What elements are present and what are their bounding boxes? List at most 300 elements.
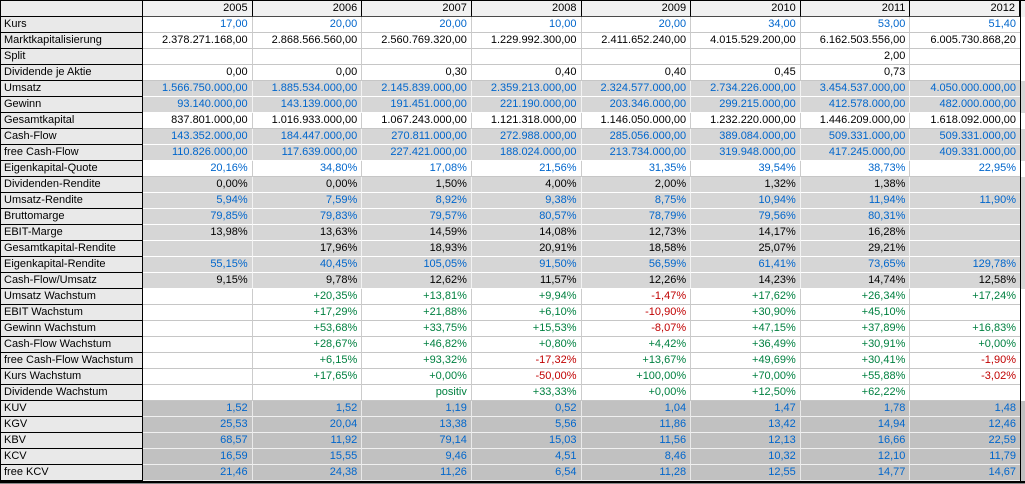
cell[interactable]: 17,96%	[253, 241, 363, 257]
cell[interactable]: +13,67%	[582, 353, 692, 369]
cell[interactable]: 191.451.000,00	[362, 97, 472, 113]
cell[interactable]	[143, 241, 253, 257]
row-edge-sliver	[1020, 193, 1025, 209]
cell[interactable]: 13,38	[362, 417, 472, 433]
cell[interactable]: 1,19	[362, 401, 472, 417]
row-edge-sliver	[1020, 161, 1025, 177]
cell[interactable]: 1,32%	[691, 177, 801, 193]
cell[interactable]: 14,08%	[472, 225, 582, 241]
cell[interactable]: 55,15%	[143, 257, 253, 273]
row-label[interactable]: Eigenkapital-Rendite	[0, 257, 143, 273]
row-label[interactable]: Dividende je Aktie	[0, 65, 143, 81]
cell[interactable]: +33,75%	[362, 321, 472, 337]
table-row	[0, 209, 1025, 225]
row-edge-sliver	[1020, 81, 1025, 97]
cell[interactable]: +30,41%	[801, 353, 911, 369]
table-header-row	[0, 1, 1025, 17]
table-row	[0, 449, 1025, 465]
cell[interactable]: 61,41%	[691, 257, 801, 273]
cell[interactable]: 39,54%	[691, 161, 801, 177]
cell[interactable]: 20,16%	[143, 161, 253, 177]
cell[interactable]: 105,05%	[362, 257, 472, 273]
cell[interactable]: 12,62%	[362, 273, 472, 289]
cell[interactable]: +15,53%	[472, 321, 582, 337]
cell[interactable]: +70,00%	[691, 369, 801, 385]
cell[interactable]: 0,00	[143, 65, 253, 81]
cell[interactable]	[582, 49, 692, 65]
cell[interactable]: 24,38	[253, 465, 363, 481]
cell[interactable]: 20,00	[253, 17, 363, 33]
cell[interactable]: 14,59%	[362, 225, 472, 241]
table-row	[0, 321, 1025, 337]
table-row	[0, 177, 1025, 193]
row-label[interactable]: Umsatz	[0, 81, 143, 97]
cell[interactable]	[910, 305, 1020, 321]
cell[interactable]: 9,38%	[472, 193, 582, 209]
cell[interactable]: +20,35%	[253, 289, 363, 305]
row-label[interactable]: KBV	[0, 433, 143, 449]
cell[interactable]: 12,46	[910, 417, 1020, 433]
cell[interactable]: +9,94%	[472, 289, 582, 305]
cell[interactable]: 20,00	[362, 17, 472, 33]
cell[interactable]: 2,00	[801, 49, 911, 65]
row-edge-sliver	[1020, 449, 1025, 465]
cell[interactable]: 1,38%	[801, 177, 911, 193]
cell[interactable]: 14,77	[801, 465, 911, 481]
cell[interactable]: 18,93%	[362, 241, 472, 257]
cell[interactable]: 10,32	[691, 449, 801, 465]
row-label[interactable]: Cash-Flow/Umsatz	[0, 273, 143, 289]
row-edge-sliver	[1020, 369, 1025, 385]
cell[interactable]: 16,59	[143, 449, 253, 465]
cell[interactable]: 1.885.534.000,00	[253, 81, 363, 97]
table-row	[0, 145, 1025, 161]
cell[interactable]: 53,00	[801, 17, 911, 33]
row-edge-sliver	[1020, 33, 1025, 49]
row-label[interactable]: Kurs Wachstum	[0, 369, 143, 385]
cell[interactable]: 2.378.271.168,00	[143, 33, 253, 49]
cell[interactable]: 80,31%	[801, 209, 911, 225]
year-header-2007[interactable]: 2007	[362, 1, 472, 17]
cell[interactable]: +16,83%	[910, 321, 1020, 337]
cell[interactable]: -1,47%	[582, 289, 692, 305]
cell[interactable]: 11,79	[910, 449, 1020, 465]
cell[interactable]: 2.359.213.000,00	[472, 81, 582, 97]
cell[interactable]	[143, 305, 253, 321]
cell[interactable]: +17,24%	[910, 289, 1020, 305]
cell[interactable]: +37,89%	[801, 321, 911, 337]
cell[interactable]: 79,57%	[362, 209, 472, 225]
cell[interactable]	[910, 65, 1020, 81]
cell[interactable]: 9,46	[362, 449, 472, 465]
row-label[interactable]: Bruttomarge	[0, 209, 143, 225]
cell[interactable]: 1,78	[801, 401, 911, 417]
cell[interactable]: 270.811.000,00	[362, 129, 472, 145]
cell[interactable]: +0,80%	[472, 337, 582, 353]
cell[interactable]: -1,90%	[910, 353, 1020, 369]
cell[interactable]: 1,47	[691, 401, 801, 417]
cell[interactable]: 12,58%	[910, 273, 1020, 289]
row-edge-sliver	[1020, 321, 1025, 337]
row-label[interactable]: Cash-Flow Wachstum	[0, 337, 143, 353]
cell[interactable]: positiv	[362, 385, 472, 401]
cell[interactable]: 6,54	[472, 465, 582, 481]
cell[interactable]: +30,91%	[801, 337, 911, 353]
cell[interactable]: 143.352.000,00	[143, 129, 253, 145]
cell[interactable]: 221.190.000,00	[472, 97, 582, 113]
year-header-2008[interactable]: 2008	[472, 1, 582, 17]
cell[interactable]: 13,63%	[253, 225, 363, 241]
cell[interactable]: 129,78%	[910, 257, 1020, 273]
cell[interactable]: +6,15%	[253, 353, 363, 369]
cell[interactable]: +17,29%	[253, 305, 363, 321]
cell[interactable]: 12,13	[691, 433, 801, 449]
cell[interactable]: 68,57	[143, 433, 253, 449]
table-row	[0, 369, 1025, 385]
cell[interactable]	[910, 177, 1020, 193]
cell[interactable]	[910, 385, 1020, 401]
corner-header-cell[interactable]	[0, 1, 143, 17]
cell[interactable]: 15,55	[253, 449, 363, 465]
row-label[interactable]: KCV	[0, 449, 143, 465]
cell[interactable]: 8,92%	[362, 193, 472, 209]
cell[interactable]: 5,56	[472, 417, 582, 433]
cell[interactable]: 79,83%	[253, 209, 363, 225]
cell[interactable]: 10,00	[472, 17, 582, 33]
cell[interactable]: 56,59%	[582, 257, 692, 273]
cell[interactable]: 2.411.652.240,00	[582, 33, 692, 49]
cell[interactable]: +26,34%	[801, 289, 911, 305]
cell[interactable]: 79,56%	[691, 209, 801, 225]
cell[interactable]: 0,30	[362, 65, 472, 81]
row-edge-sliver	[1020, 273, 1025, 289]
cell[interactable]: 1.232.220.000,00	[691, 113, 801, 129]
cell[interactable]: 91,50%	[472, 257, 582, 273]
cell[interactable]: 13,98%	[143, 225, 253, 241]
row-label[interactable]: free Cash-Flow Wachstum	[0, 353, 143, 369]
cell[interactable]: 5,94%	[143, 193, 253, 209]
cell[interactable]: 0,45	[691, 65, 801, 81]
table-row	[0, 337, 1025, 353]
row-label[interactable]: Gesamtkapital-Rendite	[0, 241, 143, 257]
cell[interactable]: 21,46	[143, 465, 253, 481]
cell[interactable]: 29,21%	[801, 241, 911, 257]
cell[interactable]: 34,00	[691, 17, 801, 33]
cell[interactable]: +4,42%	[582, 337, 692, 353]
cell[interactable]: 10,94%	[691, 193, 801, 209]
cell[interactable]: 285.056.000,00	[582, 129, 692, 145]
row-label[interactable]: free Cash-Flow	[0, 145, 143, 161]
row-edge-sliver	[1020, 241, 1025, 257]
year-header-2010[interactable]: 2010	[691, 1, 801, 17]
cell[interactable]: 1.067.243.000,00	[362, 113, 472, 129]
cell[interactable]: 0,00	[253, 65, 363, 81]
cell[interactable]: 11,92	[253, 433, 363, 449]
cell[interactable]: +12,50%	[691, 385, 801, 401]
cell[interactable]: +0,00%	[910, 337, 1020, 353]
cell[interactable]: 1,48	[910, 401, 1020, 417]
cell[interactable]: 0,00%	[143, 177, 253, 193]
cell[interactable]: 3.454.537.000,00	[801, 81, 911, 97]
cell[interactable]: 11,26	[362, 465, 472, 481]
cell[interactable]: 110.826.000,00	[143, 145, 253, 161]
cell[interactable]: +46,82%	[362, 337, 472, 353]
cell[interactable]: 837.801.000,00	[143, 113, 253, 129]
cell[interactable]: 1.618.092.000,00	[910, 113, 1020, 129]
cell[interactable]	[143, 337, 253, 353]
cell[interactable]: 1.146.050.000,00	[582, 113, 692, 129]
cell[interactable]: 7,59%	[253, 193, 363, 209]
cell[interactable]: 14,74%	[801, 273, 911, 289]
cell[interactable]: +30,90%	[691, 305, 801, 321]
cell[interactable]: 143.139.000,00	[253, 97, 363, 113]
cell[interactable]: 11,86	[582, 417, 692, 433]
row-edge-sliver	[1020, 113, 1025, 129]
cell[interactable]: +47,15%	[691, 321, 801, 337]
row-label[interactable]: EBIT-Marge	[0, 225, 143, 241]
cell[interactable]: 203.346.000,00	[582, 97, 692, 113]
cell[interactable]: 20,91%	[472, 241, 582, 257]
cell[interactable]	[253, 385, 363, 401]
cell[interactable]: +17,65%	[253, 369, 363, 385]
cell[interactable]	[143, 369, 253, 385]
cell[interactable]: 482.000.000,00	[910, 97, 1020, 113]
cell[interactable]: -8,07%	[582, 321, 692, 337]
cell[interactable]: 25,07%	[691, 241, 801, 257]
cell[interactable]: 1,52	[143, 401, 253, 417]
cell[interactable]: 80,57%	[472, 209, 582, 225]
cell[interactable]: -10,90%	[582, 305, 692, 321]
cell[interactable]: 11,57%	[472, 273, 582, 289]
row-label[interactable]: Kurs	[0, 17, 143, 33]
cell[interactable]: 409.331.000,00	[910, 145, 1020, 161]
cell[interactable]: 12,55	[691, 465, 801, 481]
cell[interactable]: +28,67%	[253, 337, 363, 353]
cell[interactable]: 2.560.769.320,00	[362, 33, 472, 49]
cell[interactable]: 11,56	[582, 433, 692, 449]
cell[interactable]: +62,22%	[801, 385, 911, 401]
cell[interactable]: 12,10	[801, 449, 911, 465]
cell[interactable]: 2.324.577.000,00	[582, 81, 692, 97]
cell[interactable]: 509.331.000,00	[801, 129, 911, 145]
cell[interactable]: -3,02%	[910, 369, 1020, 385]
financial-table	[0, 1, 1025, 481]
cell[interactable]: 412.578.000,00	[801, 97, 911, 113]
cell[interactable]: 14,67	[910, 465, 1020, 481]
cell[interactable]: 12,73%	[582, 225, 692, 241]
cell[interactable]	[910, 49, 1020, 65]
cell[interactable]	[143, 321, 253, 337]
cell[interactable]: 18,58%	[582, 241, 692, 257]
cell[interactable]: +49,69%	[691, 353, 801, 369]
cell[interactable]: 0,40	[582, 65, 692, 81]
cell[interactable]: 1.229.992.300,00	[472, 33, 582, 49]
cell[interactable]: 1.121.318.000,00	[472, 113, 582, 129]
row-edge-sliver	[1020, 465, 1025, 481]
cell[interactable]	[143, 385, 253, 401]
row-edge-sliver	[1020, 129, 1025, 145]
cell[interactable]: 22,95%	[910, 161, 1020, 177]
cell[interactable]: 17,00	[143, 17, 253, 33]
row-label[interactable]: Gesamtkapital	[0, 113, 143, 129]
cell[interactable]	[253, 49, 363, 65]
row-label[interactable]: KUV	[0, 401, 143, 417]
cell[interactable]: 16,66	[801, 433, 911, 449]
cell[interactable]: 14,94	[801, 417, 911, 433]
cell[interactable]: 188.024.000,00	[472, 145, 582, 161]
row-label[interactable]: KGV	[0, 417, 143, 433]
cell[interactable]: 22,59	[910, 433, 1020, 449]
cell[interactable]: 4,00%	[472, 177, 582, 193]
cell[interactable]: 389.084.000,00	[691, 129, 801, 145]
cell[interactable]: +21,88%	[362, 305, 472, 321]
row-edge-sliver	[1020, 49, 1025, 65]
row-label[interactable]: Marktkapitalisierung	[0, 33, 143, 49]
cell[interactable]: 31,35%	[582, 161, 692, 177]
year-header-2005[interactable]: 2005	[143, 1, 253, 17]
table-row	[0, 273, 1025, 289]
row-edge-sliver	[1020, 417, 1025, 433]
year-header-2009[interactable]: 2009	[582, 1, 692, 17]
row-label[interactable]: Dividende Wachstum	[0, 385, 143, 401]
cell[interactable]: 227.421.000,00	[362, 145, 472, 161]
table-row	[0, 417, 1025, 433]
cell[interactable]	[362, 49, 472, 65]
cell[interactable]: 20,00	[582, 17, 692, 33]
cell[interactable]: 93.140.000,00	[143, 97, 253, 113]
cell[interactable]	[143, 49, 253, 65]
cell[interactable]: 6.162.503.556,00	[801, 33, 911, 49]
cell[interactable]: 117.639.000,00	[253, 145, 363, 161]
row-edge-sliver	[1020, 97, 1025, 113]
cell[interactable]: +55,88%	[801, 369, 911, 385]
year-header-2006[interactable]: 2006	[253, 1, 363, 17]
table-row	[0, 113, 1025, 129]
cell[interactable]: 12,26%	[582, 273, 692, 289]
cell[interactable]: 9,78%	[253, 273, 363, 289]
row-label[interactable]: Gewinn	[0, 97, 143, 113]
cell[interactable]: 2,00%	[582, 177, 692, 193]
row-label[interactable]: Eigenkapital-Quote	[0, 161, 143, 177]
cell[interactable]: 4,51	[472, 449, 582, 465]
cell[interactable]: -17,32%	[472, 353, 582, 369]
cell[interactable]	[472, 49, 582, 65]
cell[interactable]: 20,04	[253, 417, 363, 433]
cell[interactable]: 184.447.000,00	[253, 129, 363, 145]
cell[interactable]: 2.734.226.000,00	[691, 81, 801, 97]
cell[interactable]: 1,04	[582, 401, 692, 417]
cell[interactable]: 8,75%	[582, 193, 692, 209]
cell[interactable]	[143, 289, 253, 305]
cell[interactable]: 6.005.730.868,20	[910, 33, 1020, 49]
cell[interactable]: +33,33%	[472, 385, 582, 401]
cell[interactable]: 1.016.933.000,00	[253, 113, 363, 129]
cell[interactable]	[910, 225, 1020, 241]
cell[interactable]: 1.566.750.000,00	[143, 81, 253, 97]
row-label[interactable]: free KCV	[0, 465, 143, 481]
cell[interactable]	[691, 49, 801, 65]
row-label[interactable]: EBIT Wachstum	[0, 305, 143, 321]
row-label[interactable]: Umsatz-Rendite	[0, 193, 143, 209]
cell[interactable]: -50,00%	[472, 369, 582, 385]
year-header-2012[interactable]: 2012	[910, 1, 1020, 17]
cell[interactable]: 51,40	[910, 17, 1020, 33]
cell[interactable]: 11,90%	[910, 193, 1020, 209]
cell[interactable]: 25,53	[143, 417, 253, 433]
cell[interactable]	[910, 241, 1020, 257]
cell[interactable]: 79,14	[362, 433, 472, 449]
cell[interactable]: 38,73%	[801, 161, 911, 177]
cell[interactable]: +13,81%	[362, 289, 472, 305]
row-edge-sliver	[1020, 257, 1025, 273]
cell[interactable]: 13,42	[691, 417, 801, 433]
cell[interactable]: 2.145.839.000,00	[362, 81, 472, 97]
cell[interactable]: 1,52	[253, 401, 363, 417]
year-header-2011[interactable]: 2011	[801, 1, 911, 17]
cell[interactable]: 272.988.000,00	[472, 129, 582, 145]
row-label[interactable]: Split	[0, 49, 143, 65]
cell[interactable]: +0,00%	[582, 385, 692, 401]
cell[interactable]: +93,32%	[362, 353, 472, 369]
cell[interactable]: 73,65%	[801, 257, 911, 273]
cell[interactable]: 4.015.529.200,00	[691, 33, 801, 49]
cell[interactable]: 21,56%	[472, 161, 582, 177]
cell[interactable]: 4.050.000.000,00	[910, 81, 1020, 97]
row-label[interactable]: Cash-Flow	[0, 129, 143, 145]
cell[interactable]	[143, 353, 253, 369]
cell[interactable]: 17,08%	[362, 161, 472, 177]
cell[interactable]: +45,10%	[801, 305, 911, 321]
cell[interactable]: 299.215.000,00	[691, 97, 801, 113]
cell[interactable]: 213.734.000,00	[582, 145, 692, 161]
cell[interactable]: 14,23%	[691, 273, 801, 289]
table-row	[0, 385, 1025, 401]
cell[interactable]: 0,52	[472, 401, 582, 417]
cell[interactable]: 2.868.566.560,00	[253, 33, 363, 49]
cell[interactable]	[910, 209, 1020, 225]
cell[interactable]: 9,15%	[143, 273, 253, 289]
row-label[interactable]: Umsatz Wachstum	[0, 289, 143, 305]
cell[interactable]: +100,00%	[582, 369, 692, 385]
cell[interactable]: 319.948.000,00	[691, 145, 801, 161]
cell[interactable]: 1.446.209.000,00	[801, 113, 911, 129]
cell[interactable]: +53,68%	[253, 321, 363, 337]
cell[interactable]: 0,73	[801, 65, 911, 81]
row-label[interactable]: Gewinn Wachstum	[0, 321, 143, 337]
cell[interactable]: +36,49%	[691, 337, 801, 353]
cell[interactable]: 78,79%	[582, 209, 692, 225]
cell[interactable]: 8,46	[582, 449, 692, 465]
cell[interactable]: 0,40	[472, 65, 582, 81]
cell[interactable]: 14,17%	[691, 225, 801, 241]
cell[interactable]: 1,50%	[362, 177, 472, 193]
cell[interactable]: 0,00%	[253, 177, 363, 193]
cell[interactable]: 16,28%	[801, 225, 911, 241]
cell[interactable]: +6,10%	[472, 305, 582, 321]
cell[interactable]: 40,45%	[253, 257, 363, 273]
cell[interactable]: +17,62%	[691, 289, 801, 305]
row-label[interactable]: Dividenden-Rendite	[0, 177, 143, 193]
cell[interactable]: 15,03	[472, 433, 582, 449]
cell[interactable]: 417.245.000,00	[801, 145, 911, 161]
cell[interactable]: 34,80%	[253, 161, 363, 177]
cell[interactable]: 79,85%	[143, 209, 253, 225]
cell[interactable]: 11,28	[582, 465, 692, 481]
cell[interactable]: 11,94%	[801, 193, 911, 209]
cell[interactable]: 509.331.000,00	[910, 129, 1020, 145]
table-row	[0, 129, 1025, 145]
cell[interactable]: +0,00%	[362, 369, 472, 385]
